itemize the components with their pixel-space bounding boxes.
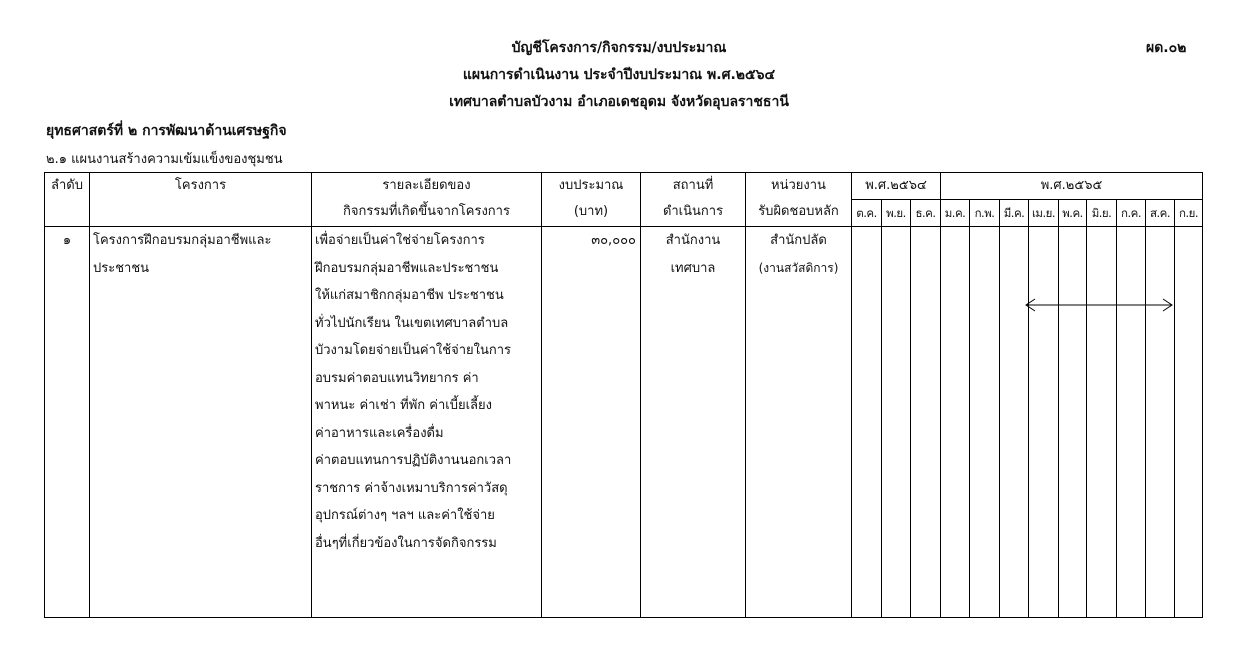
schedule-arrow-icon — [1023, 297, 1175, 313]
month-cell — [1029, 227, 1059, 618]
month-cell — [1000, 227, 1029, 618]
month-header: ม.ค. — [941, 200, 970, 227]
strategy-heading: ยุทธศาสตร์ที่ ๒ การพัฒนาด้านเศรษฐกิจ — [46, 123, 287, 139]
row-project: โครงการฝึกอบรมกลุ่มอาชีพและ ประชาชน — [90, 227, 312, 618]
month-cell — [852, 227, 882, 618]
month-header: มี.ค. — [1000, 200, 1029, 227]
row-unit: สำนักปลัด (งานสวัสดิการ) — [746, 227, 852, 618]
month-header: เม.ย. — [1029, 200, 1059, 227]
year-header-2565: พ.ศ.๒๕๖๕ — [941, 173, 1203, 200]
month-cell — [970, 227, 1000, 618]
month-header: มิ.ย. — [1087, 200, 1117, 227]
month-cell — [1117, 227, 1146, 618]
month-cell — [911, 227, 941, 618]
month-cell — [1059, 227, 1087, 618]
month-cell — [882, 227, 911, 618]
row-budget: ๓๐,๐๐๐ — [542, 227, 641, 618]
doc-title-line-3: เทศบาลตำบลบัวงาม อำเภอเดชอุดม จังหวัดอุบลราชธานี — [449, 94, 789, 110]
month-header: ต.ค. — [852, 200, 882, 227]
plan-heading: ๒.๑ แผนงานสร้างความเข้มแข็งของชุมชน — [46, 152, 283, 167]
month-header: ก.พ. — [970, 200, 1000, 227]
month-header: พ.ค. — [1059, 200, 1087, 227]
month-cell — [1146, 227, 1175, 618]
month-header: ส.ค. — [1146, 200, 1175, 227]
col-header-unit: หน่วยงาน รับผิดชอบหลัก — [746, 173, 852, 227]
month-header: ธ.ค. — [911, 200, 941, 227]
month-cell — [941, 227, 970, 618]
col-header-no: ลำดับ — [45, 173, 90, 227]
doc-title-line-2: แผนการดำเนินงาน ประจำปีงบประมาณ พ.ศ.๒๕๖๔ — [462, 67, 776, 83]
row-place: สำนักงาน เทศบาล — [641, 227, 746, 618]
year-header-2564: พ.ศ.๒๕๖๔ — [852, 173, 941, 200]
budget-plan-table — [44, 172, 1203, 618]
month-header: พ.ย. — [882, 200, 911, 227]
month-cell — [1175, 227, 1203, 618]
row-detail: เพื่อจ่ายเป็นค่าใช่จ่ายโครงการ ฝึกอบรมกลุ่มอาชีพและประชาชน ให้แก่สมาชิกกลุ่มอาชีพ ประชาชน ทั่วไปนักเรียน ในเขตเทศบาลตำบล บัวงามโดยจ่ายเป็นค่าใช้จ่ายในการ อบรมค่าตอบแทนวิทยากร ค่า พาหนะ ค่าเช่า ที่พัก ค่าเบี้ยเลี้ยง ค่าอาหารและเครื่องดื่ม ค่าตอบแทนการปฏิบัติงานนอกเวลา ราชการ ค่าจ้างเหมาบริการค่าวัสดุ อุปกรณ์ต่างๆ ฯลฯ และค่าใช้จ่าย อื่นๆที่เกี่ยวข้องในการจัดกิจกรรม — [312, 227, 542, 618]
col-header-detail: รายละเอียดของ กิจกรรมที่เกิดขึ้นจากโครงการ — [312, 173, 542, 227]
col-header-budget: งบประมาณ (บาท) — [542, 173, 641, 227]
month-cell — [1087, 227, 1117, 618]
row-no: ๑ — [45, 227, 90, 618]
form-code: ผด.๐๒ — [1146, 40, 1187, 56]
table-row — [45, 227, 1203, 618]
doc-title-line-1: บัญชีโครงการ/กิจกรรม/งบประมาณ — [511, 40, 727, 56]
col-header-project: โครงการ — [90, 173, 312, 227]
month-header: ก.ค. — [1117, 200, 1146, 227]
col-header-place: สถานที่ ดำเนินการ — [641, 173, 746, 227]
month-header: ก.ย. — [1175, 200, 1203, 227]
